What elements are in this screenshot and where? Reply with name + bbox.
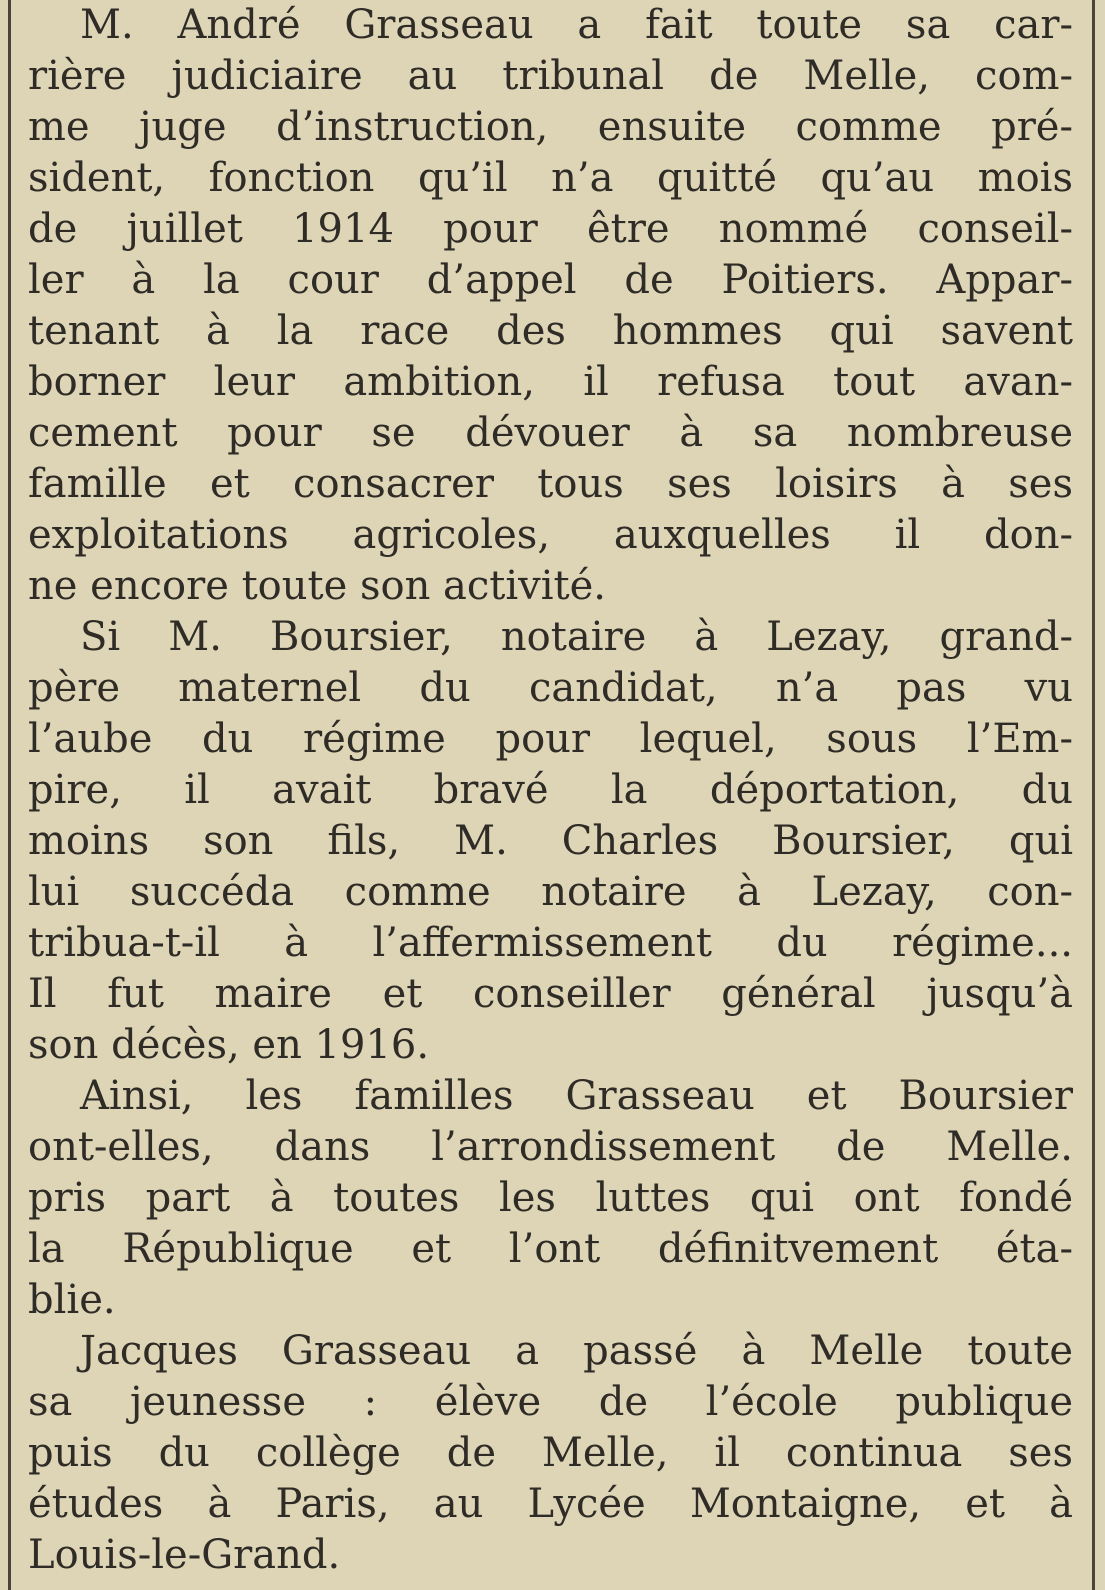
text-line: la République et l’ont définitvement éta- xyxy=(28,1226,1073,1272)
text-line: Louis-le-Grand. xyxy=(28,1532,341,1578)
text-line: l’aube du régime pour lequel, sous l’Em- xyxy=(28,716,1073,762)
text-line: puis du collège de Melle, il continua ses xyxy=(28,1430,1073,1476)
text-line: me juge d’instruction, ensuite comme pré- xyxy=(28,104,1073,150)
text-line: rière judiciaire au tribunal de Melle, com- xyxy=(28,53,1073,99)
text-line: cement pour se dévouer à sa nombreuse xyxy=(28,410,1073,456)
text-line: exploitations agricoles, auxquelles il don- xyxy=(28,512,1073,558)
text-line: lui succéda comme notaire à Lezay, con- xyxy=(28,869,1073,915)
text-line: de juillet 1914 pour être nommé conseil- xyxy=(28,206,1073,252)
text-line: ler à la cour d’appel de Poitiers. Appar- xyxy=(28,257,1073,303)
paragraph-first-line: Si M. Boursier, notaire à Lezay, grand- xyxy=(80,614,1073,660)
article-column xyxy=(28,0,1073,1581)
text-line: père maternel du candidat, n’a pas vu xyxy=(28,665,1073,711)
text-line: pris part à toutes les luttes qui ont fondé xyxy=(28,1175,1073,1221)
text-line: études à Paris, au Lycée Montaigne, et à xyxy=(28,1481,1073,1527)
text-line: pire, il avait bravé la déportation, du xyxy=(28,767,1073,813)
text-line: tribua-t-il à l’affermissement du régime... xyxy=(28,920,1073,966)
text-line: blie. xyxy=(28,1277,116,1323)
text-line: ont-elles, dans l’arrondissement de Melle. xyxy=(28,1124,1073,1170)
text-line: moins son fils, M. Charles Boursier, qui xyxy=(28,818,1073,864)
left-column-rule xyxy=(8,0,11,1590)
text-line: son décès, en 1916. xyxy=(28,1022,430,1068)
text-line: Il fut maire et conseiller général jusqu’à xyxy=(28,971,1073,1017)
paragraph-first-line: Ainsi, les familles Grasseau et Boursier xyxy=(80,1073,1073,1119)
text-line: ne encore toute son activité. xyxy=(28,563,607,609)
text-line: sa jeunesse : élève de l’école publique xyxy=(28,1379,1073,1425)
paragraph-first-line: Jacques Grasseau a passé à Melle toute xyxy=(80,1328,1073,1374)
text-line: famille et consacrer tous ses loisirs à ses xyxy=(28,461,1073,507)
text-line: sident, fonction qu’il n’a quitté qu’au mois xyxy=(28,155,1073,201)
paragraph-first-line: M. André Grasseau a fait toute sa car- xyxy=(80,2,1073,48)
text-line: tenant à la race des hommes qui savent xyxy=(28,308,1073,354)
right-column-rule xyxy=(1092,0,1095,1590)
text-line: borner leur ambition, il refusa tout avan- xyxy=(28,359,1073,405)
